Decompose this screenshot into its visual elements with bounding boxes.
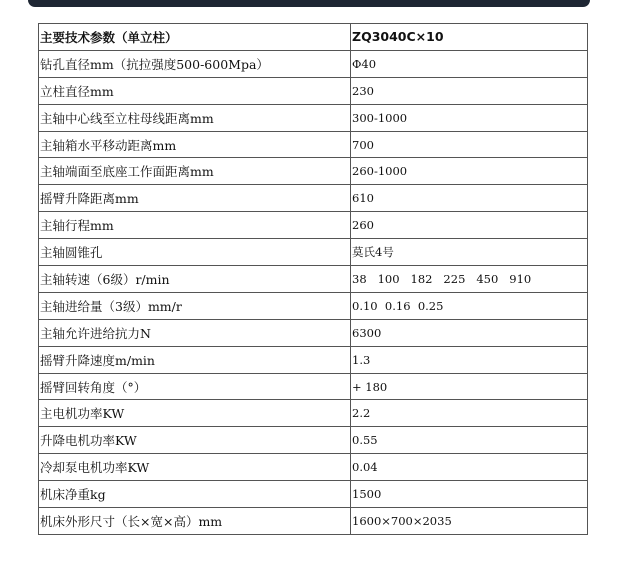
table-row [39,400,588,427]
parameter-value: Φ40 [351,50,588,77]
parameter-label: 主轴端面至底座工作面距离mm [39,158,351,185]
parameter-value: 2.2 [351,400,588,427]
parameter-label: 摇臂升降距离mm [39,185,351,212]
header-label-cell: 主要技术参数（单立柱） [39,24,351,51]
parameter-label: 主轴行程mm [39,212,351,239]
spec-table [38,23,588,535]
parameter-label: 主轴转速（6级）r/min [39,266,351,293]
parameter-value: 0.10 0.16 0.25 [351,292,588,319]
table-row [39,131,588,158]
parameter-label: 钻孔直径mm（抗拉强度500-600Mpa） [39,50,351,77]
parameter-label: 主轴进给量（3级）mm/r [39,292,351,319]
parameter-label: 摇臂回转角度（°） [39,373,351,400]
parameter-label: 主轴中心线至立柱母线距离mm [39,104,351,131]
parameter-value: + 180 [351,373,588,400]
table-row [39,50,588,77]
parameter-value: 6300 [351,319,588,346]
table-row [39,454,588,481]
table-row [39,427,588,454]
parameter-value: 0.55 [351,427,588,454]
table-row [39,373,588,400]
parameter-label: 主轴圆锥孔 [39,239,351,266]
top-decorative-bar [28,0,590,7]
parameter-label: 立柱直径mm [39,77,351,104]
table-header-row [39,24,588,51]
parameter-label: 摇臂升降速度m/min [39,346,351,373]
table-row [39,77,588,104]
table-row [39,185,588,212]
parameter-value: 1600×700×2035 [351,508,588,535]
parameter-value: 1.3 [351,346,588,373]
spec-table-body [39,24,588,535]
table-row [39,319,588,346]
parameter-label: 主轴允许进给抗力N [39,319,351,346]
parameter-value: 260 [351,212,588,239]
parameter-label: 主轴箱水平移动距离mm [39,131,351,158]
parameter-label: 主电机功率KW [39,400,351,427]
parameter-value: 38 100 182 225 450 910 [351,266,588,293]
table-row [39,292,588,319]
table-row [39,239,588,266]
parameter-label: 机床净重kg [39,481,351,508]
parameter-value: 300-1000 [351,104,588,131]
header-model-cell: ZQ3040C×10 [351,24,588,51]
parameter-value: 莫氏4号 [351,239,588,266]
parameter-label: 升降电机功率KW [39,427,351,454]
parameter-label: 冷却泵电机功率KW [39,454,351,481]
table-row [39,266,588,293]
table-row [39,346,588,373]
parameter-value: 260-1000 [351,158,588,185]
table-row [39,508,588,535]
table-row [39,158,588,185]
parameter-value: 0.04 [351,454,588,481]
table-row [39,104,588,131]
table-row [39,212,588,239]
parameter-value: 1500 [351,481,588,508]
parameter-label: 机床外形尺寸（长×宽×高）mm [39,508,351,535]
parameter-value: 230 [351,77,588,104]
table-row [39,481,588,508]
parameter-value: 700 [351,131,588,158]
parameter-value: 610 [351,185,588,212]
